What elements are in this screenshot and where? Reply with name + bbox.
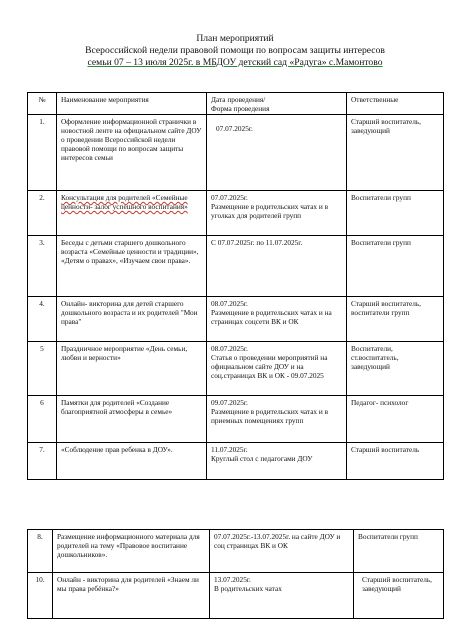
row-name: Онлайн- викторина для детей старшего дошкольного возраста и их родителей "Мои права" — [57, 297, 207, 342]
row-date: 08.07.2025г. Статья о проведении мероприятий на официальном сайте ДОУ и на соц.страницах ВК и ОК - 09.07.2025 — [207, 342, 347, 396]
row-num: 8. — [28, 530, 53, 573]
row-num: 1. — [28, 115, 57, 191]
row-resp: Воспитатели групп — [347, 236, 444, 297]
row-num: 4. — [28, 297, 57, 342]
row-num: 5 — [28, 342, 57, 396]
row-num: 2. — [28, 191, 57, 236]
row-resp: Воспитатели, ст.воспитатель, заведующий — [347, 342, 444, 396]
row-date: 07.07.2025г. — [207, 115, 347, 191]
row-resp: Воспитатели групп — [347, 191, 444, 236]
header-resp: Ответственные — [347, 93, 444, 115]
row-date: С 07.07.2025г. по 11.07.2025г. — [207, 236, 347, 297]
events-table-continued — [27, 529, 444, 619]
events-table — [27, 92, 444, 480]
row-date: 08.07.2025г. Размещение в родительских чатах и на страницах соцсети ВК и ОК — [207, 297, 347, 342]
plan-subtitle-line2: семьи 07 – 13 июля 2025г. в МБДОУ детский сад «Радуга» с.Мамонтово — [87, 57, 383, 68]
row-name: Праздничное мероприятие «День семьи, любви и верности» — [57, 342, 207, 396]
plan-subtitle-line1: Всероссийской недели правовой помощи по вопросам защиты интересов — [85, 45, 385, 56]
table-row — [28, 115, 444, 191]
row-resp: Воспитатели групп — [354, 530, 444, 573]
header-num: № — [28, 93, 57, 115]
table-row — [28, 573, 444, 619]
row-date: 11.07.2025г. Круглый стол с педагогами ДОУ — [207, 443, 347, 480]
row-resp: Старший воспитатель, заведующий — [347, 115, 444, 191]
row-resp: Старший воспитатель, заведующий — [354, 573, 444, 619]
row-resp: Старший воспитатель, воспитатели групп — [347, 297, 444, 342]
row-name: Консультация для родителей «Семейные ценности- залог успешного воспитания» — [57, 191, 207, 236]
row-date: 07.07.2025г. Размещение в родительских чатах и в уголках для родителей групп — [207, 191, 347, 236]
row-resp: Педагог- психолог — [347, 396, 444, 443]
table-row — [28, 342, 444, 396]
row-num: 7. — [28, 443, 57, 480]
row-name: Оформление информационной странички в новостной ленте на официальном сайте ДОУ о проведении Всероссийской недели правовой помощи по вопросам защиты интересов семьи — [57, 115, 207, 191]
header-date: Дата проведения/ Форма проведения — [207, 93, 347, 115]
table-row — [28, 236, 444, 297]
row-date: 07.07.2025г.-13.07.2025г. на сайте ДОУ и соц страницах ВК и ОК — [210, 530, 354, 573]
row-name: Беседы с детьми старшего дошкольного возраста «Семейные ценности и традиции», «Детям о правах», «Изучаем свои права». — [57, 236, 207, 297]
row-name: Размещение информационного материала для родителей на тему «Правовое воспитание дошкольников». — [53, 530, 210, 573]
row-date: 09.07.2025г. Размещение в родительских чатах и в приемных помещениях групп — [207, 396, 347, 443]
row-date: 13.07.2025г. В родительских чатах — [210, 573, 354, 619]
table-row — [28, 530, 444, 573]
row-name: «Соблюдение прав ребенка в ДОУ». — [57, 443, 207, 480]
plan-title: План мероприятий — [196, 33, 274, 44]
table-header-row — [28, 93, 444, 115]
row-resp: Старший воспитатель — [347, 443, 444, 480]
table-row — [28, 396, 444, 443]
table-row — [28, 297, 444, 342]
table-row — [28, 191, 444, 236]
header-name: Наименование мероприятия — [57, 93, 207, 115]
row-name: Памятки для родителей «Создание благоприятной атмосферы в семье» — [57, 396, 207, 443]
row-name: Онлайн - викторина для родителей «Знаем ли мы права ребёнка?» — [53, 573, 210, 619]
row-num: 6 — [28, 396, 57, 443]
table-row — [28, 443, 444, 480]
row-num: 3. — [28, 236, 57, 297]
row-num: 10. — [28, 573, 53, 619]
